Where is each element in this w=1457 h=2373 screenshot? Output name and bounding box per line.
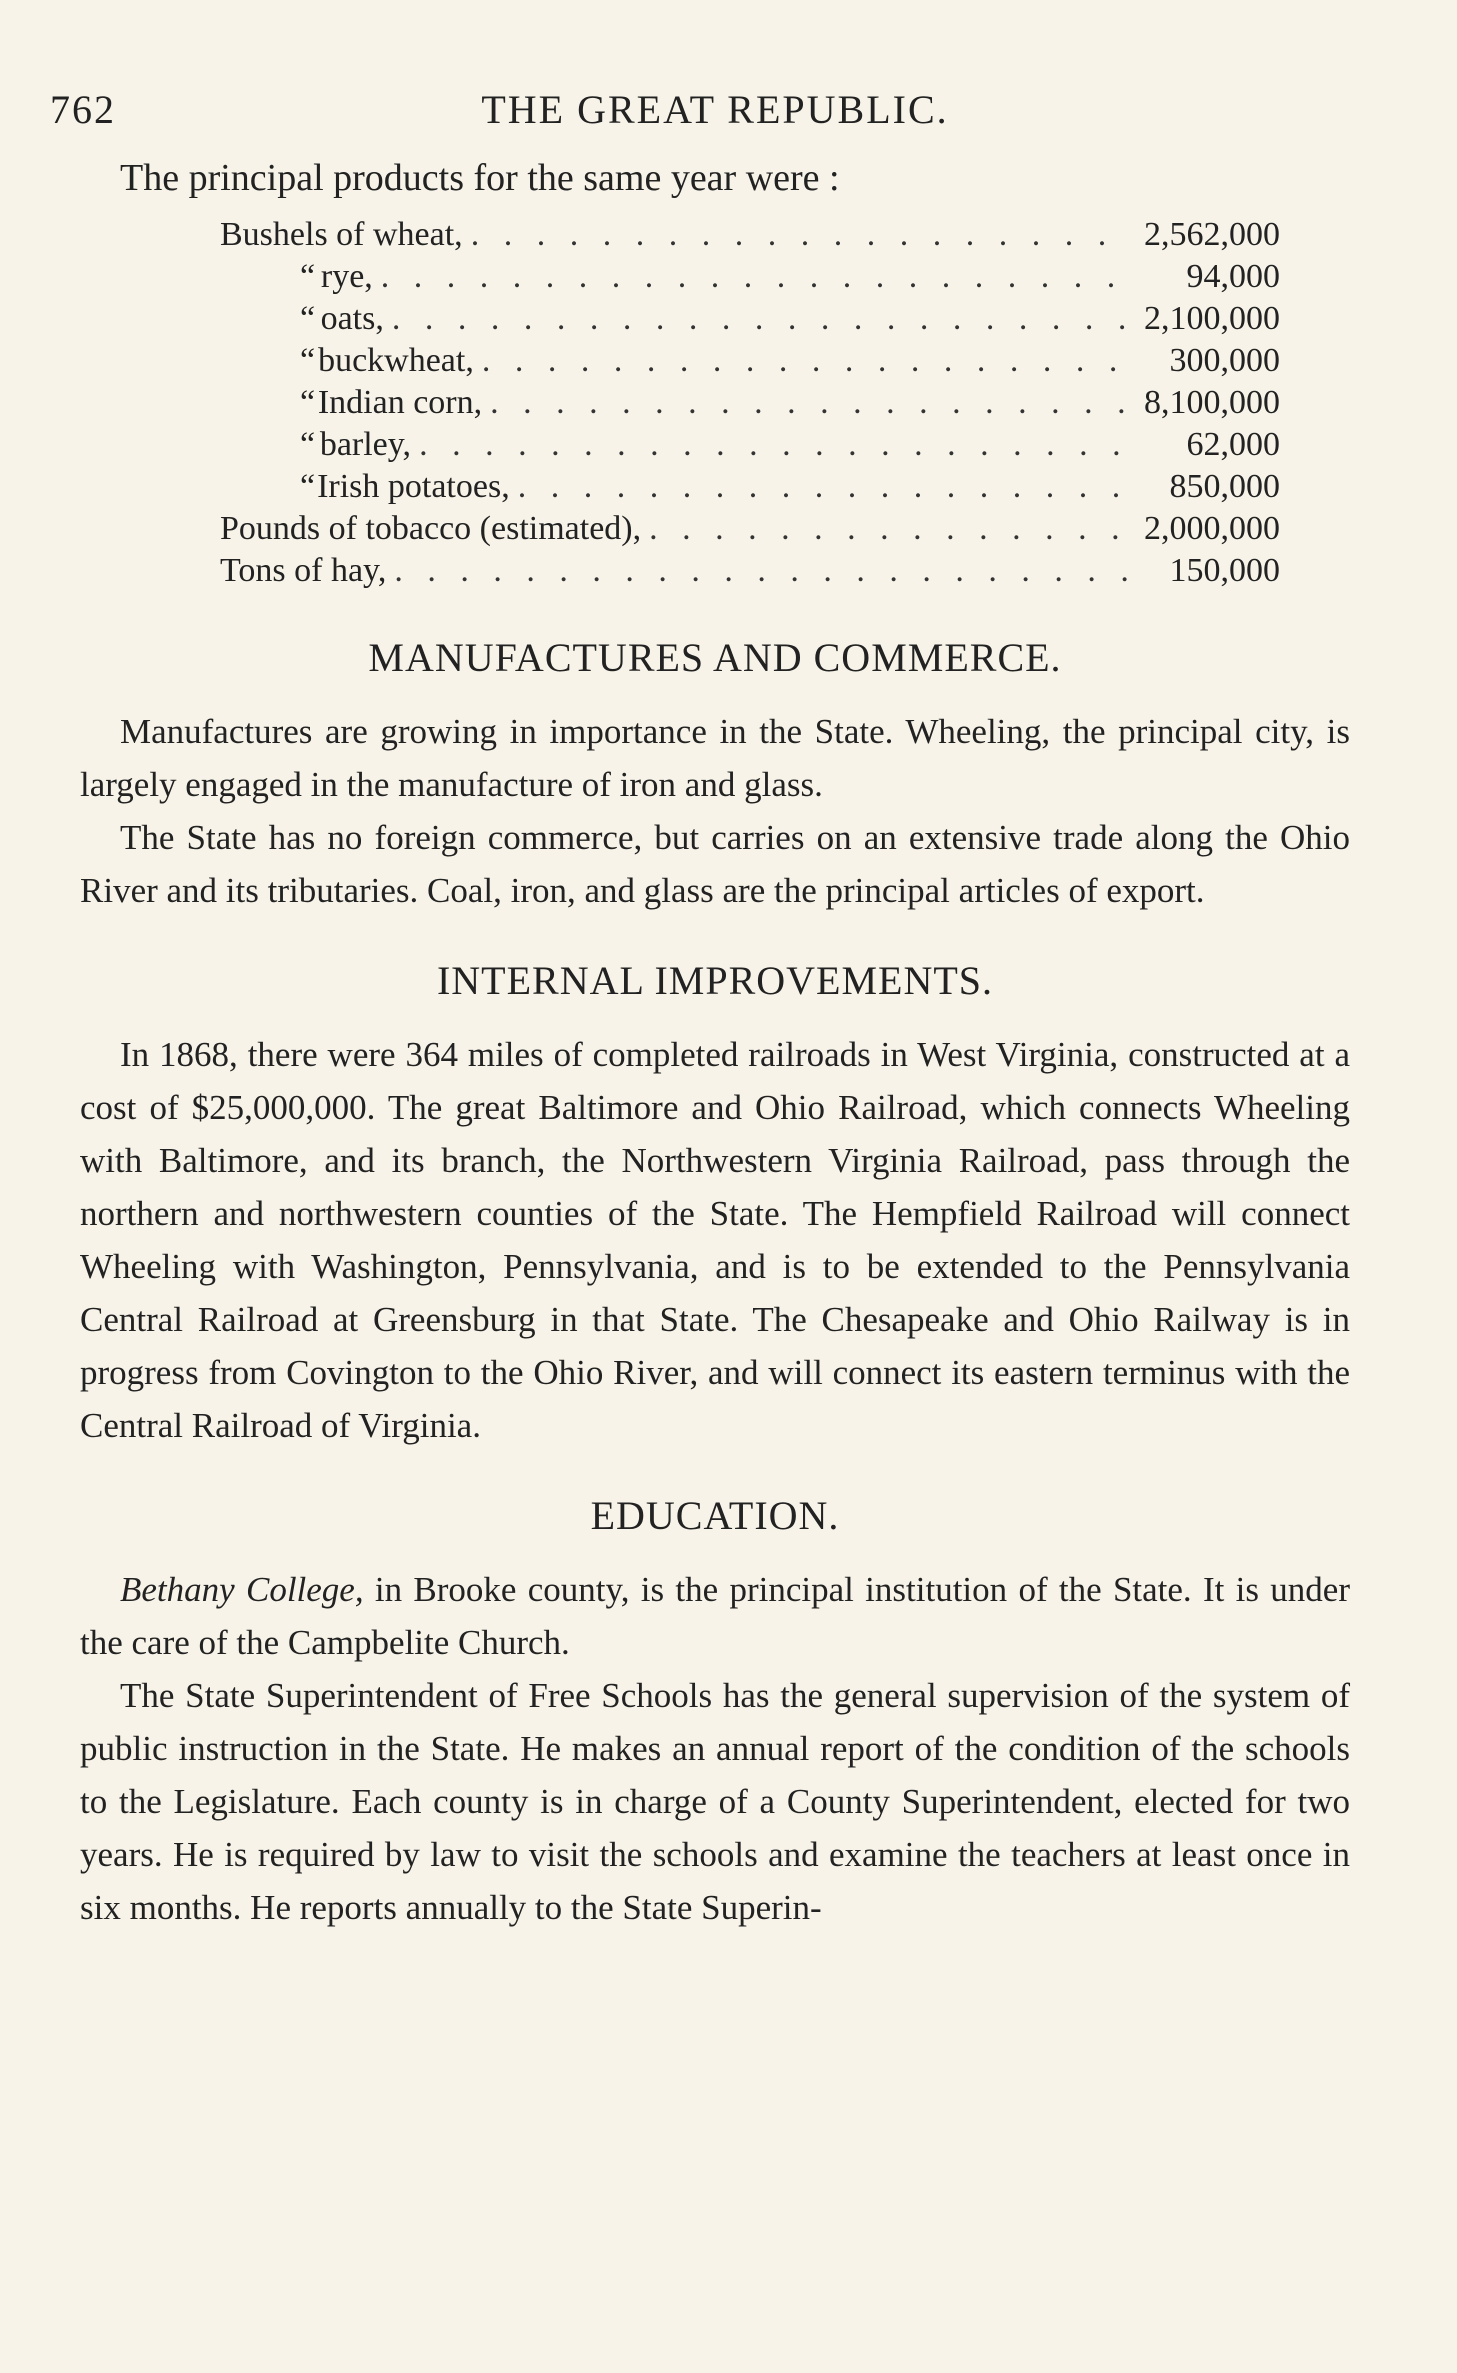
section-manufactures xyxy=(80,634,1350,917)
product-value: 150,000 xyxy=(1169,552,1280,589)
ditto-mark: “ xyxy=(300,300,316,337)
leader-dots xyxy=(384,300,1130,338)
paragraph: The State has no foreign commerce, but carries on an extensive trade along the Ohio River and its tributaries. Coal, iron, and glass are the principal articles of export. xyxy=(80,818,1350,910)
product-row xyxy=(220,216,1280,258)
leader-dots xyxy=(641,510,1130,548)
leader-dots xyxy=(411,426,1130,464)
product-row xyxy=(220,300,1280,342)
product-value: 2,100,000 xyxy=(1144,300,1280,337)
leader-dots xyxy=(386,552,1130,590)
ditto-mark: “ xyxy=(300,258,316,295)
product-value: 2,000,000 xyxy=(1144,510,1280,547)
ditto-mark: “ xyxy=(300,342,316,379)
product-value: 62,000 xyxy=(1186,426,1280,463)
paragraph: In 1868, there were 364 miles of completed railroads in West Virginia, constructed at a cost of $25,000,000. The great Baltimore and Ohio Railroad, which connects Wheeling with Baltimore, and its branch, the Northwestern Virginia Railroad, pass through the northern and northwestern counties of the State. The Hempfield Railroad will connect Wheeling with Washington, Pennsylvania, and is to be extended to the Pennsylvania Central Railroad at Greensburg in that State. The Chesapeake and Ohio Railway is in progress from Covington to the Ohio River, and will connect its eastern terminus with the Central Railroad of Virginia. xyxy=(80,1035,1350,1445)
product-value: 850,000 xyxy=(1169,468,1280,505)
products-list xyxy=(220,216,1280,594)
section-heading: INTERNAL IMPROVEMENTS. xyxy=(436,958,994,1003)
running-title: THE GREAT REPUBLIC. xyxy=(481,87,949,132)
products-intro: The principal products for the same year were : xyxy=(120,157,840,199)
product-label: Irish potatoes, xyxy=(317,468,510,505)
product-label: Indian corn, xyxy=(317,384,483,421)
leader-dots xyxy=(474,342,1130,380)
product-row xyxy=(220,258,1280,300)
book-page xyxy=(50,60,1350,1934)
leader-dots xyxy=(510,468,1130,506)
leader-dots xyxy=(482,384,1130,422)
product-value: 8,100,000 xyxy=(1144,384,1280,421)
product-row xyxy=(220,468,1280,510)
product-label: Tons of hay, xyxy=(220,552,387,589)
product-label: Bushels of wheat, xyxy=(220,216,463,253)
product-label: barley, xyxy=(319,426,412,463)
section-education xyxy=(80,1492,1350,1934)
leader-dots xyxy=(373,258,1130,296)
leader-dots xyxy=(463,216,1130,254)
product-row xyxy=(220,426,1280,468)
product-row xyxy=(220,510,1280,552)
ditto-mark: “ xyxy=(300,426,316,463)
product-row xyxy=(220,384,1280,426)
ditto-mark: “ xyxy=(300,468,316,505)
section-internal-improvements xyxy=(80,957,1350,1452)
section-heading: EDUCATION. xyxy=(590,1493,840,1538)
product-value: 300,000 xyxy=(1169,342,1280,379)
paragraph: Manufactures are growing in importance in the State. Wheeling, the principal city, is largely engaged in the manufacture of iron and glass. xyxy=(80,712,1350,804)
product-label: Pounds of tobacco (estimated), xyxy=(220,510,642,547)
paragraph xyxy=(80,1563,1350,1669)
paragraph: The State Superintendent of Free Schools has the general supervision of the system of public instruction in the State. He makes an annual report of the condition of the schools to the Legislature. Each county is in charge of a County Superintendent, elected for two years. He is required by law to visit the schools and examine the teachers at least once in six months. He reports annually to the State Superin- xyxy=(80,1676,1350,1927)
ditto-mark: “ xyxy=(300,384,316,421)
page-number: 762 xyxy=(50,87,116,132)
product-row xyxy=(220,342,1280,384)
paragraph-text: in Brooke county, is the principal institution of the State. It is under the care of the Campbelite Church. xyxy=(80,1570,1350,1662)
product-label: rye, xyxy=(320,258,373,295)
college-name: Bethany College, xyxy=(120,1570,364,1609)
section-heading: MANUFACTURES AND COMMERCE. xyxy=(368,635,1062,680)
product-row xyxy=(220,552,1280,594)
product-label: buckwheat, xyxy=(318,342,474,379)
running-head xyxy=(50,60,1350,150)
product-label: oats, xyxy=(320,300,384,337)
product-value: 94,000 xyxy=(1186,258,1280,295)
product-value: 2,562,000 xyxy=(1144,216,1280,253)
